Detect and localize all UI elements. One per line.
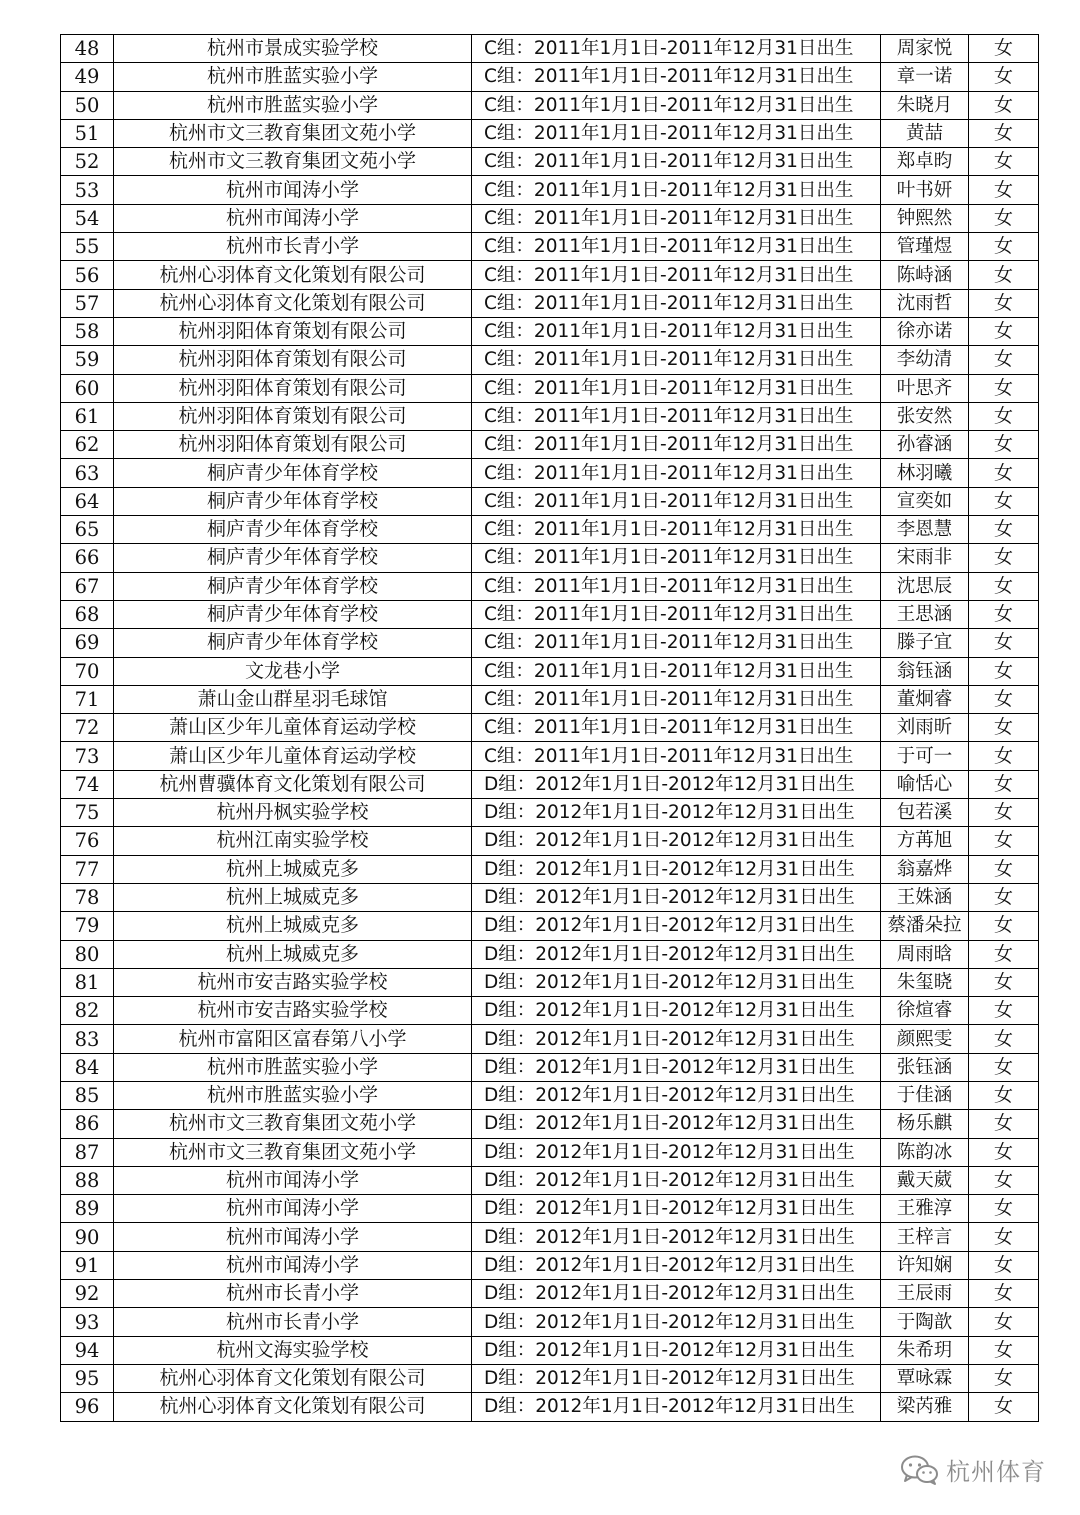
- age-group: C组：2011年1月1日-2011年12月31日出生: [472, 317, 881, 345]
- row-number: 61: [61, 402, 114, 430]
- age-group: C组：2011年1月1日-2011年12月31日出生: [472, 431, 881, 459]
- row-number: 49: [61, 63, 114, 91]
- table-row: [61, 997, 1039, 1025]
- table-row: [61, 317, 1039, 345]
- age-group: C组：2011年1月1日-2011年12月31日出生: [472, 346, 881, 374]
- unit-name: 杭州市文三教育集团文苑小学: [114, 148, 472, 176]
- row-number: 84: [61, 1053, 114, 1081]
- age-group: D组：2012年1月1日-2012年12月31日出生: [472, 1110, 881, 1138]
- player-name: 朱希玥: [881, 1336, 969, 1364]
- player-gender: 女: [969, 968, 1039, 996]
- table-row: [61, 63, 1039, 91]
- player-gender: 女: [969, 770, 1039, 798]
- unit-name: 杭州市闻涛小学: [114, 176, 472, 204]
- age-group: D组：2012年1月1日-2012年12月31日出生: [472, 799, 881, 827]
- player-gender: 女: [969, 516, 1039, 544]
- unit-name: 萧山区少年儿童体育运动学校: [114, 742, 472, 770]
- table-row: [61, 572, 1039, 600]
- player-name: 许知娴: [881, 1251, 969, 1279]
- player-name: 翁钰涵: [881, 657, 969, 685]
- age-group: C组：2011年1月1日-2011年12月31日出生: [472, 487, 881, 515]
- player-gender: 女: [969, 487, 1039, 515]
- table-row: [61, 770, 1039, 798]
- player-name: 王姝涵: [881, 883, 969, 911]
- table-row: [61, 1280, 1039, 1308]
- player-name: 钟熙然: [881, 204, 969, 232]
- age-group: D组：2012年1月1日-2012年12月31日出生: [472, 1081, 881, 1109]
- player-gender: 女: [969, 1393, 1039, 1421]
- unit-name: 杭州市胜蓝实验小学: [114, 63, 472, 91]
- age-group: C组：2011年1月1日-2011年12月31日出生: [472, 233, 881, 261]
- player-gender: 女: [969, 1364, 1039, 1392]
- row-number: 74: [61, 770, 114, 798]
- age-group: C组：2011年1月1日-2011年12月31日出生: [472, 374, 881, 402]
- player-gender: 女: [969, 176, 1039, 204]
- row-number: 81: [61, 968, 114, 996]
- row-number: 63: [61, 459, 114, 487]
- table-row: [61, 940, 1039, 968]
- table-row: [61, 35, 1039, 63]
- table-row: [61, 685, 1039, 713]
- unit-name: 杭州曹骥体育文化策划有限公司: [114, 770, 472, 798]
- age-group: D组：2012年1月1日-2012年12月31日出生: [472, 940, 881, 968]
- age-group: D组：2012年1月1日-2012年12月31日出生: [472, 1364, 881, 1392]
- unit-name: 杭州市富阳区富春第八小学: [114, 1025, 472, 1053]
- player-name: 章一诺: [881, 63, 969, 91]
- player-name: 郑卓昀: [881, 148, 969, 176]
- age-group: C组：2011年1月1日-2011年12月31日出生: [472, 544, 881, 572]
- row-number: 88: [61, 1166, 114, 1194]
- row-number: 73: [61, 742, 114, 770]
- row-number: 70: [61, 657, 114, 685]
- player-name: 王雅淳: [881, 1195, 969, 1223]
- table-row: [61, 289, 1039, 317]
- table-row: [61, 912, 1039, 940]
- unit-name: 杭州市胜蓝实验小学: [114, 1053, 472, 1081]
- player-name: 覃咏霖: [881, 1364, 969, 1392]
- player-gender: 女: [969, 912, 1039, 940]
- unit-name: 桐庐青少年体育学校: [114, 600, 472, 628]
- row-number: 54: [61, 204, 114, 232]
- player-gender: 女: [969, 997, 1039, 1025]
- player-gender: 女: [969, 119, 1039, 147]
- unit-name: 杭州市胜蓝实验小学: [114, 1081, 472, 1109]
- player-name: 徐煊睿: [881, 997, 969, 1025]
- row-number: 52: [61, 148, 114, 176]
- row-number: 83: [61, 1025, 114, 1053]
- unit-name: 萧山区少年儿童体育运动学校: [114, 714, 472, 742]
- unit-name: 桐庐青少年体育学校: [114, 459, 472, 487]
- row-number: 72: [61, 714, 114, 742]
- table-row: [61, 261, 1039, 289]
- row-number: 51: [61, 119, 114, 147]
- row-number: 55: [61, 233, 114, 261]
- player-name: 周雨晗: [881, 940, 969, 968]
- unit-name: 杭州市长青小学: [114, 1280, 472, 1308]
- unit-name: 杭州羽阳体育策划有限公司: [114, 402, 472, 430]
- player-name: 林羽曦: [881, 459, 969, 487]
- age-group: C组：2011年1月1日-2011年12月31日出生: [472, 289, 881, 317]
- age-group: D组：2012年1月1日-2012年12月31日出生: [472, 883, 881, 911]
- player-gender: 女: [969, 685, 1039, 713]
- unit-name: 杭州上城威克多: [114, 940, 472, 968]
- table-row: [61, 1251, 1039, 1279]
- player-gender: 女: [969, 1280, 1039, 1308]
- age-group: C组：2011年1月1日-2011年12月31日出生: [472, 572, 881, 600]
- table-row: [61, 714, 1039, 742]
- age-group: C组：2011年1月1日-2011年12月31日出生: [472, 714, 881, 742]
- age-group: C组：2011年1月1日-2011年12月31日出生: [472, 119, 881, 147]
- age-group: D组：2012年1月1日-2012年12月31日出生: [472, 1166, 881, 1194]
- unit-name: 杭州上城威克多: [114, 883, 472, 911]
- player-name: 张安然: [881, 402, 969, 430]
- player-name: 叶书妍: [881, 176, 969, 204]
- table-row: [61, 459, 1039, 487]
- table-row: [61, 1025, 1039, 1053]
- row-number: 95: [61, 1364, 114, 1392]
- age-group: D组：2012年1月1日-2012年12月31日出生: [472, 1195, 881, 1223]
- row-number: 78: [61, 883, 114, 911]
- row-number: 62: [61, 431, 114, 459]
- player-name: 刘雨昕: [881, 714, 969, 742]
- player-gender: 女: [969, 883, 1039, 911]
- age-group: D组：2012年1月1日-2012年12月31日出生: [472, 1053, 881, 1081]
- age-group: C组：2011年1月1日-2011年12月31日出生: [472, 516, 881, 544]
- table-row: [61, 827, 1039, 855]
- unit-name: 杭州市长青小学: [114, 1308, 472, 1336]
- player-name: 管瑾煜: [881, 233, 969, 261]
- table-row: [61, 600, 1039, 628]
- row-number: 50: [61, 91, 114, 119]
- player-name: 方苒旭: [881, 827, 969, 855]
- player-gender: 女: [969, 714, 1039, 742]
- player-gender: 女: [969, 91, 1039, 119]
- age-group: D组：2012年1月1日-2012年12月31日出生: [472, 968, 881, 996]
- unit-name: 杭州市闻涛小学: [114, 1195, 472, 1223]
- age-group: D组：2012年1月1日-2012年12月31日出生: [472, 912, 881, 940]
- unit-name: 杭州市景成实验学校: [114, 35, 472, 63]
- player-name: 宣奕如: [881, 487, 969, 515]
- table-row: [61, 883, 1039, 911]
- age-group: C组：2011年1月1日-2011年12月31日出生: [472, 63, 881, 91]
- player-gender: 女: [969, 544, 1039, 572]
- unit-name: 杭州羽阳体育策划有限公司: [114, 317, 472, 345]
- row-number: 56: [61, 261, 114, 289]
- player-name: 梁芮雅: [881, 1393, 969, 1421]
- row-number: 64: [61, 487, 114, 515]
- unit-name: 杭州上城威克多: [114, 855, 472, 883]
- player-gender: 女: [969, 374, 1039, 402]
- age-group: D组：2012年1月1日-2012年12月31日出生: [472, 1251, 881, 1279]
- age-group: C组：2011年1月1日-2011年12月31日出生: [472, 459, 881, 487]
- table-row: [61, 431, 1039, 459]
- age-group: D组：2012年1月1日-2012年12月31日出生: [472, 997, 881, 1025]
- age-group: D组：2012年1月1日-2012年12月31日出生: [472, 1138, 881, 1166]
- table-row: [61, 1223, 1039, 1251]
- age-group: D组：2012年1月1日-2012年12月31日出生: [472, 1223, 881, 1251]
- unit-name: 杭州市文三教育集团文苑小学: [114, 119, 472, 147]
- unit-name: 杭州羽阳体育策划有限公司: [114, 374, 472, 402]
- unit-name: 杭州心羽体育文化策划有限公司: [114, 1393, 472, 1421]
- row-number: 71: [61, 685, 114, 713]
- player-name: 滕子宜: [881, 629, 969, 657]
- player-name: 朱晓月: [881, 91, 969, 119]
- wechat-account-watermark: [900, 1452, 1046, 1487]
- row-number: 68: [61, 600, 114, 628]
- player-name: 于陶歆: [881, 1308, 969, 1336]
- age-group: C组：2011年1月1日-2011年12月31日出生: [472, 402, 881, 430]
- age-group: C组：2011年1月1日-2011年12月31日出生: [472, 176, 881, 204]
- unit-name: 萧山金山群星羽毛球馆: [114, 685, 472, 713]
- row-number: 53: [61, 176, 114, 204]
- player-name: 于可一: [881, 742, 969, 770]
- table-row: [61, 544, 1039, 572]
- unit-name: 杭州市安吉路实验学校: [114, 968, 472, 996]
- table-row: [61, 799, 1039, 827]
- player-gender: 女: [969, 572, 1039, 600]
- unit-name: 杭州心羽体育文化策划有限公司: [114, 1364, 472, 1392]
- player-name: 陈峙涵: [881, 261, 969, 289]
- player-name: 喻恬心: [881, 770, 969, 798]
- row-number: 77: [61, 855, 114, 883]
- player-name: 王思涵: [881, 600, 969, 628]
- row-number: 96: [61, 1393, 114, 1421]
- player-name: 戴天葳: [881, 1166, 969, 1194]
- table-row: [61, 1053, 1039, 1081]
- table-row: [61, 1166, 1039, 1194]
- player-gender: 女: [969, 742, 1039, 770]
- row-number: 94: [61, 1336, 114, 1364]
- table-row: [61, 487, 1039, 515]
- player-name: 杨乐麒: [881, 1110, 969, 1138]
- age-group: C组：2011年1月1日-2011年12月31日出生: [472, 600, 881, 628]
- row-number: 65: [61, 516, 114, 544]
- row-number: 58: [61, 317, 114, 345]
- unit-name: 杭州市胜蓝实验小学: [114, 91, 472, 119]
- row-number: 87: [61, 1138, 114, 1166]
- unit-name: 桐庐青少年体育学校: [114, 544, 472, 572]
- age-group: D组：2012年1月1日-2012年12月31日出生: [472, 827, 881, 855]
- player-name: 翁嘉烨: [881, 855, 969, 883]
- player-name: 蔡潘朵拉: [881, 912, 969, 940]
- row-number: 90: [61, 1223, 114, 1251]
- player-gender: 女: [969, 1336, 1039, 1364]
- player-name: 王辰雨: [881, 1280, 969, 1308]
- unit-name: 杭州市闻涛小学: [114, 1251, 472, 1279]
- age-group: D组：2012年1月1日-2012年12月31日出生: [472, 1025, 881, 1053]
- unit-name: 杭州市文三教育集团文苑小学: [114, 1138, 472, 1166]
- player-gender: 女: [969, 1308, 1039, 1336]
- player-name: 董炯睿: [881, 685, 969, 713]
- age-group: C组：2011年1月1日-2011年12月31日出生: [472, 629, 881, 657]
- row-number: 66: [61, 544, 114, 572]
- player-gender: 女: [969, 799, 1039, 827]
- unit-name: 桐庐青少年体育学校: [114, 516, 472, 544]
- table-row: [61, 402, 1039, 430]
- table-row: [61, 176, 1039, 204]
- table-row: [61, 855, 1039, 883]
- player-name: 沈思辰: [881, 572, 969, 600]
- player-gender: 女: [969, 261, 1039, 289]
- player-gender: 女: [969, 346, 1039, 374]
- player-gender: 女: [969, 63, 1039, 91]
- row-number: 93: [61, 1308, 114, 1336]
- table-row: [61, 1308, 1039, 1336]
- player-gender: 女: [969, 600, 1039, 628]
- player-gender: 女: [969, 317, 1039, 345]
- row-number: 80: [61, 940, 114, 968]
- unit-name: 杭州羽阳体育策划有限公司: [114, 431, 472, 459]
- table-row: [61, 1195, 1039, 1223]
- player-name: 叶思齐: [881, 374, 969, 402]
- table-row: [61, 1081, 1039, 1109]
- player-name: 沈雨哲: [881, 289, 969, 317]
- table-row: [61, 629, 1039, 657]
- player-gender: 女: [969, 459, 1039, 487]
- player-gender: 女: [969, 148, 1039, 176]
- table-row: [61, 148, 1039, 176]
- watermark-text: 杭州体育: [946, 1458, 1046, 1486]
- unit-name: 杭州心羽体育文化策划有限公司: [114, 289, 472, 317]
- row-number: 76: [61, 827, 114, 855]
- unit-name: 杭州上城威克多: [114, 912, 472, 940]
- player-name: 王梓言: [881, 1223, 969, 1251]
- unit-name: 杭州心羽体育文化策划有限公司: [114, 261, 472, 289]
- player-name: 徐亦诺: [881, 317, 969, 345]
- unit-name: 桐庐青少年体育学校: [114, 487, 472, 515]
- player-gender: 女: [969, 940, 1039, 968]
- player-name: 张钰涵: [881, 1053, 969, 1081]
- player-name: 于佳涵: [881, 1081, 969, 1109]
- row-number: 86: [61, 1110, 114, 1138]
- table-row: [61, 374, 1039, 402]
- row-number: 69: [61, 629, 114, 657]
- row-number: 85: [61, 1081, 114, 1109]
- entry-list-table: [60, 34, 1039, 1422]
- player-gender: 女: [969, 1251, 1039, 1279]
- row-number: 48: [61, 35, 114, 63]
- unit-name: 文龙巷小学: [114, 657, 472, 685]
- row-number: 67: [61, 572, 114, 600]
- row-number: 91: [61, 1251, 114, 1279]
- age-group: C组：2011年1月1日-2011年12月31日出生: [472, 148, 881, 176]
- row-number: 89: [61, 1195, 114, 1223]
- player-gender: 女: [969, 1110, 1039, 1138]
- unit-name: 杭州市闻涛小学: [114, 1166, 472, 1194]
- player-name: 李恩慧: [881, 516, 969, 544]
- player-gender: 女: [969, 1195, 1039, 1223]
- table-row: [61, 1110, 1039, 1138]
- table-row: [61, 204, 1039, 232]
- player-gender: 女: [969, 827, 1039, 855]
- row-number: 57: [61, 289, 114, 317]
- unit-name: 杭州市文三教育集团文苑小学: [114, 1110, 472, 1138]
- player-name: 宋雨非: [881, 544, 969, 572]
- player-gender: 女: [969, 1138, 1039, 1166]
- unit-name: 杭州市闻涛小学: [114, 1223, 472, 1251]
- player-gender: 女: [969, 657, 1039, 685]
- age-group: C组：2011年1月1日-2011年12月31日出生: [472, 35, 881, 63]
- age-group: C组：2011年1月1日-2011年12月31日出生: [472, 204, 881, 232]
- age-group: D组：2012年1月1日-2012年12月31日出生: [472, 770, 881, 798]
- unit-name: 杭州市长青小学: [114, 233, 472, 261]
- age-group: D组：2012年1月1日-2012年12月31日出生: [472, 1336, 881, 1364]
- player-gender: 女: [969, 629, 1039, 657]
- row-number: 60: [61, 374, 114, 402]
- row-number: 59: [61, 346, 114, 374]
- unit-name: 杭州市安吉路实验学校: [114, 997, 472, 1025]
- table-row: [61, 742, 1039, 770]
- player-gender: 女: [969, 1025, 1039, 1053]
- age-group: C组：2011年1月1日-2011年12月31日出生: [472, 657, 881, 685]
- table-row: [61, 1336, 1039, 1364]
- player-name: 周家悦: [881, 35, 969, 63]
- table-row: [61, 516, 1039, 544]
- table-row: [61, 233, 1039, 261]
- player-name: 陈韵冰: [881, 1138, 969, 1166]
- player-gender: 女: [969, 855, 1039, 883]
- player-gender: 女: [969, 204, 1039, 232]
- table-row: [61, 657, 1039, 685]
- row-number: 79: [61, 912, 114, 940]
- row-number: 75: [61, 799, 114, 827]
- player-name: 颜熙雯: [881, 1025, 969, 1053]
- row-number: 82: [61, 997, 114, 1025]
- age-group: D组：2012年1月1日-2012年12月31日出生: [472, 855, 881, 883]
- player-gender: 女: [969, 1081, 1039, 1109]
- player-gender: 女: [969, 402, 1039, 430]
- table-row: [61, 1364, 1039, 1392]
- unit-name: 杭州丹枫实验学校: [114, 799, 472, 827]
- unit-name: 杭州文海实验学校: [114, 1336, 472, 1364]
- player-name: 包若溪: [881, 799, 969, 827]
- unit-name: 桐庐青少年体育学校: [114, 629, 472, 657]
- player-name: 孙睿涵: [881, 431, 969, 459]
- unit-name: 杭州羽阳体育策划有限公司: [114, 346, 472, 374]
- player-gender: 女: [969, 1223, 1039, 1251]
- table-row: [61, 91, 1039, 119]
- age-group: C组：2011年1月1日-2011年12月31日出生: [472, 91, 881, 119]
- table-row: [61, 1138, 1039, 1166]
- unit-name: 杭州江南实验学校: [114, 827, 472, 855]
- player-name: 黄喆: [881, 119, 969, 147]
- table-row: [61, 119, 1039, 147]
- age-group: C组：2011年1月1日-2011年12月31日出生: [472, 742, 881, 770]
- age-group: D组：2012年1月1日-2012年12月31日出生: [472, 1393, 881, 1421]
- player-gender: 女: [969, 289, 1039, 317]
- player-name: 朱玺晓: [881, 968, 969, 996]
- table-row: [61, 1393, 1039, 1421]
- player-gender: 女: [969, 1053, 1039, 1081]
- player-gender: 女: [969, 233, 1039, 261]
- age-group: D组：2012年1月1日-2012年12月31日出生: [472, 1308, 881, 1336]
- unit-name: 桐庐青少年体育学校: [114, 572, 472, 600]
- row-number: 92: [61, 1280, 114, 1308]
- age-group: D组：2012年1月1日-2012年12月31日出生: [472, 1280, 881, 1308]
- unit-name: 杭州市闻涛小学: [114, 204, 472, 232]
- player-name: 李幼清: [881, 346, 969, 374]
- player-gender: 女: [969, 1166, 1039, 1194]
- wechat-icon: [900, 1454, 940, 1486]
- player-gender: 女: [969, 431, 1039, 459]
- age-group: C组：2011年1月1日-2011年12月31日出生: [472, 685, 881, 713]
- entry-list-body: [61, 35, 1039, 1422]
- table-row: [61, 346, 1039, 374]
- table-row: [61, 968, 1039, 996]
- player-gender: 女: [969, 35, 1039, 63]
- age-group: C组：2011年1月1日-2011年12月31日出生: [472, 261, 881, 289]
